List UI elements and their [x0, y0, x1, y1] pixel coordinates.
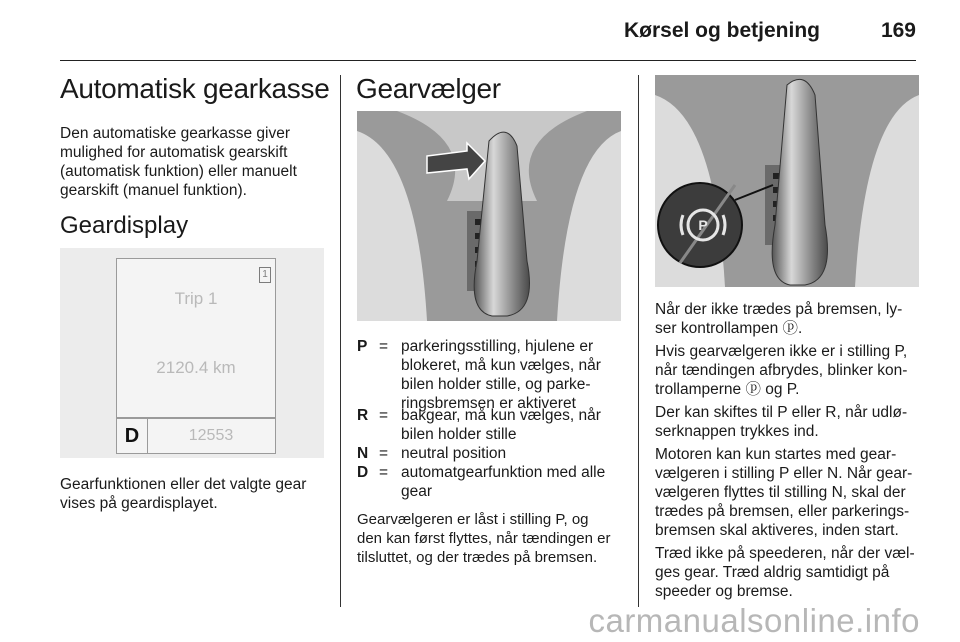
control-lamp-illustration [655, 75, 919, 287]
gear-display-illustration [60, 248, 324, 458]
intro-paragraph: Den automatiske gearkasse giver mulighed for automatisk gearskift (automatisk funktion) eller manuelt gearskift (manuel funktion). [60, 125, 297, 199]
gear-lever-drawing [357, 111, 621, 321]
display-frame [116, 258, 276, 454]
column-divider-1 [340, 75, 341, 607]
right-column-text [655, 300, 930, 605]
gear-lock-paragraph: Gearvælgeren er låst i stilling P, og den kan først flyttes, når tændingen er tilsluttet, og der trædes på bremsen. [357, 511, 611, 566]
trip-label: Trip 1 [174, 289, 218, 308]
gear-lever-illustration [357, 111, 621, 321]
odometer: 12553 [188, 427, 234, 444]
gear-selector-title: Gearvælger [356, 73, 501, 104]
display-caption: Gearfunktionen eller det valgte gear vises på geardisplayet. [60, 476, 307, 512]
page-1-icon: 1 [259, 267, 271, 283]
page-number: 169 [880, 19, 916, 42]
gear-legend: P = parkeringsstilling, hjulene er blokeret, må kun vælges, når bilen holder stille, og parke- ringsbremsen er aktiveret R = bakgear, må kun vælges, når bilen holder stille N = neutral position D = automatgearfunktion med alle gear [357, 338, 606, 500]
section-title: Kørsel og betjening [623, 19, 820, 42]
watermark: carmanualsonline.info [588, 602, 920, 639]
control-lamp-drawing [655, 75, 919, 287]
page-title: Automatisk gearkasse [60, 73, 330, 104]
svg-text:P: P [698, 217, 708, 233]
section-subtitle: Geardisplay [60, 212, 189, 239]
paragraph-release-button: Der kan skiftes til P eller R, når udlø- serknappen trykkes ind. [655, 404, 908, 440]
trip-distance: 2120.4 km [156, 358, 236, 377]
header-rule [60, 60, 916, 61]
paragraph-ignition-off: Hvis gearvælgeren ikke er i stilling P, når tændingen afbrydes, blinker kon- trollamperne ⓟ og P. [655, 343, 908, 398]
gear-indicator: D [117, 419, 148, 453]
paragraph-brake-lamp: Når der ikke trædes på bremsen, ly- ser kontrollampen ⓟ. [655, 301, 903, 337]
paragraph-accelerator-warning: Træd ikke på speederen, når der væl- ges gear. Træd aldrig samtidigt på speeder og bremse. [655, 545, 915, 600]
paragraph-engine-start: Motoren kan kun startes med gear- vælgeren i stilling P eller N. Når gear- vælgeren flyttes til stilling N, skal der trædes på bremsen, eller parkerings- bremsen skal aktiveres, inden start. [655, 446, 913, 539]
